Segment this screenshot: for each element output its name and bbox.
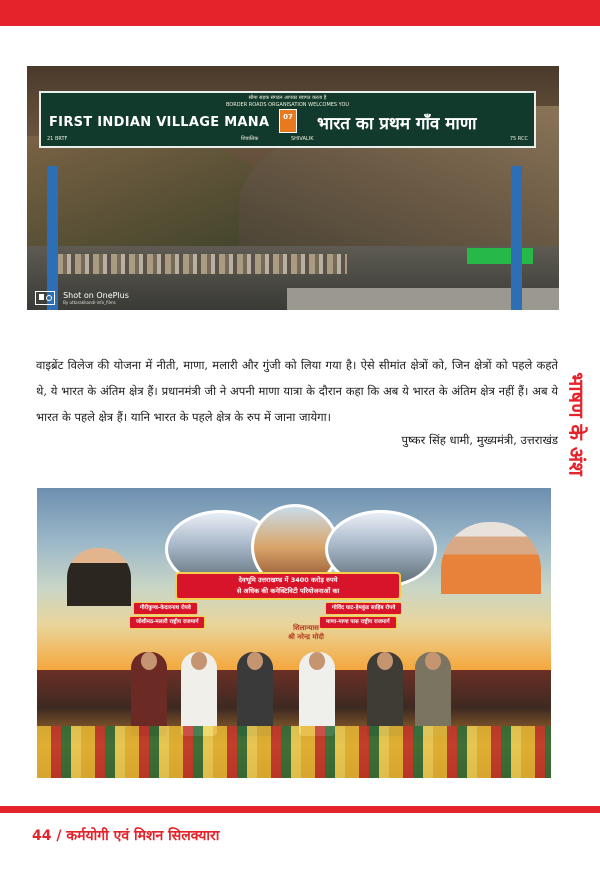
banner-plaque-line2: श्री नरेन्द्र मोदी [288,633,324,641]
stage-guest [131,652,167,736]
event-stage-photo [37,488,551,778]
stage-guest [181,652,217,736]
sign-hindi-title: भारत का प्रथम गाँव माणा [317,114,477,134]
sign-badge-label-hindi: शिवालिक [241,136,259,142]
sign-line-hindi: सीमा सड़क संगठन आपका स्वागत करता है [248,95,327,101]
sign-badge-label-english: SHIVALIK [291,136,314,142]
project-chip: माणा-माणा पास राष्ट्रीय राजमार्ग [319,616,397,629]
sign-line-english: BORDER ROADS ORGANISATION WELCOMES YOU [225,102,350,108]
sign-pole-right [511,166,522,310]
green-roof [467,248,533,264]
sign-english-title: FIRST INDIAN VILLAGE MANA [49,115,270,130]
stage-guest [237,652,273,736]
camera-watermark-text: Shot on OnePlus [63,290,129,300]
mana-village-photo [27,66,559,310]
project-chip: गोविंद घाट-हेमकुंड साहिब रोपवे [325,602,402,615]
project-chip: जोशीमठ-मलारी राष्ट्रीय राजमार्ग [129,616,205,629]
side-section-title [560,354,594,494]
banner-portrait-left [67,548,131,606]
stage-guest [367,652,403,736]
speech-excerpt-paragraph: वाइब्रेंट विलेज की योजना में नीती, माणा, मलारी और गुंजी को लिया गया है। ऐसे सीमांत क्षेत्रों को, जिन क्षेत्रों को पहले कहते थे, ये भारत के अंतिम क्षेत्र हैं। प्रधानमंत्री जी ने अपनी माणा यात्रा के दौरान कहा कि अब ये भारत के अंतिम क्षेत्र नहीं हैं। अब ये भारत के पहले क्षेत्र हैं। यानि भारत के पहले क्षेत्र के रुप में जाना जायेगा। [36,358,558,424]
stage-guest [299,652,335,736]
camera-watermark [35,287,129,306]
bottom-red-rule [0,806,600,813]
sign-badge: 07 [279,109,297,133]
banner-headline [175,572,401,600]
banner-plaque-line1: शिलान्यास [293,624,319,632]
camera-icon [35,291,55,305]
flower-decoration [37,726,551,778]
banner-plaque [241,624,371,652]
speech-attribution: पुष्कर सिंह धामी, मुख्यमंत्री, उत्तराखंड [401,433,558,447]
top-red-bar [0,0,600,26]
camera-watermark-credit: By uttarakhandi-info_films [63,299,116,305]
stage-guest [415,652,451,736]
banner-headline-line1: देवभूमि उत्तराखण्ड में 3400 करोड़ रुपये [238,576,338,584]
project-chip: गौरीकुण्ड-केदारनाथ रोपवे [133,602,198,615]
sign-code-left: 21 BRTF [47,136,68,142]
village-houses [57,254,347,274]
banner-headline-line2: से अधिक की कनेक्टिविटी परियोजनाओं का [236,587,340,595]
sign-code-right: 75 RCC [509,136,528,142]
welcome-sign-board [39,91,536,148]
page-footer: 44 / कर्मयोगी एवं मिशन सिलक्यारा [32,828,220,844]
side-section-title-text: भाषण के अंश [564,372,589,476]
